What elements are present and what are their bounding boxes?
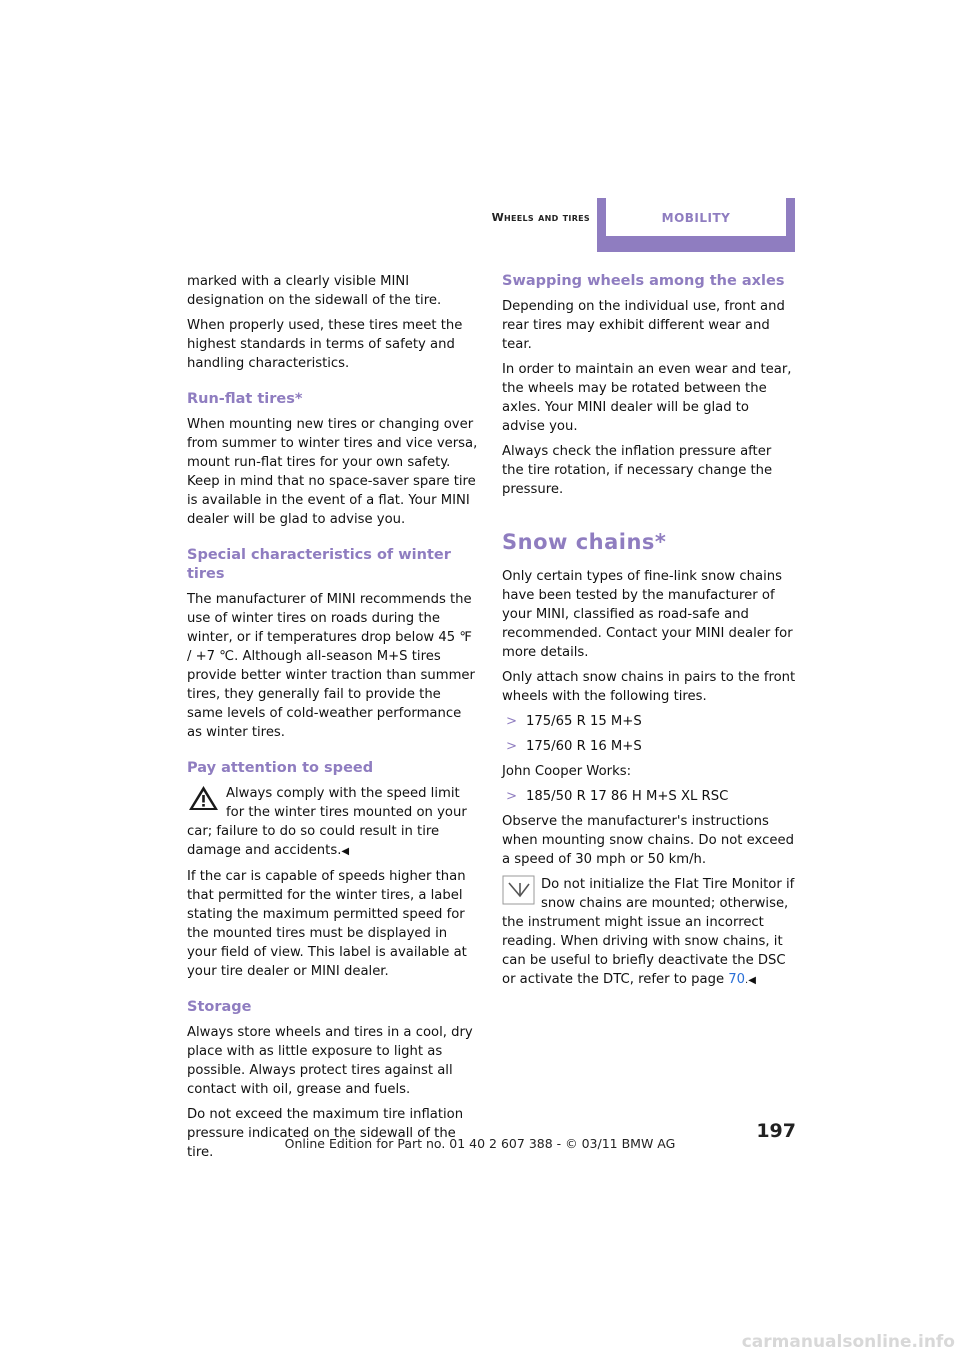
tire-size: 175/65 R 15 M+S (526, 714, 642, 729)
speed-warning (187, 784, 479, 861)
list-item (502, 712, 796, 731)
left-column (187, 272, 479, 1168)
bullet-arrow-icon: > (506, 789, 518, 804)
warning-triangle-icon (187, 784, 220, 812)
flat-tire-note-text: Do not initialize the Flat Tire Monitor if snow chains are mounted; otherwise, the instrument might issue an incorrect reading. When driving with snow chains, it can be useful to briefly deactivate the DSC or activate the DTC, refer to page (502, 877, 795, 987)
jcw-label: John Cooper Works: (502, 764, 632, 779)
page-link[interactable]: 70 (728, 972, 746, 987)
list-item (502, 737, 796, 756)
speed-warning-text: Always comply with the speed limit for the winter tires mounted on your car; failure to do so could result in tire damage and accidents. (187, 786, 467, 858)
watermark: carmanualsonline.info (741, 1332, 955, 1352)
tire-size: 175/60 R 16 M+S (526, 739, 642, 754)
intro-paragraph-2: When properly used, these tires meet the highest standards in terms of safety and handling characteristics. (187, 318, 463, 371)
tire-size: 185/50 R 17 86 H M+S XL RSC (526, 789, 729, 804)
storage-heading: Storage (187, 999, 252, 1015)
swap-heading: Swapping wheels among the axles (502, 273, 785, 289)
bullet-arrow-icon: > (506, 739, 518, 754)
swap-paragraph-3: Always check the inflation pressure after the tire rotation, if necessary change the pressure. (502, 444, 773, 497)
speed-paragraph: If the car is capable of speeds higher than that permitted for the winter tires, a label stating the maximum permitted speed for the mounted tires must be displayed in your field of view. This label is available at your tire dealer or MINI dealer. (187, 869, 467, 979)
winter-tires-paragraph: The manufacturer of MINI recommends the use of winter tires on roads during the winter, or if temperatures drop below 45 ℉ / +7 ℃. Although all-season M+S tires provide better winter traction than summer tires, they generally fail to provide the same levels of cold-weather performance as winter tires. (187, 592, 475, 740)
section-tab (597, 198, 795, 252)
end-mark: ◀ (341, 846, 350, 857)
runflat-paragraph: When mounting new tires or changing over from summer to winter tires and vice versa, mount run-flat tires for your own safety. Keep in mind that no space-saver spare tire is available in the event of a flat. Your MINI dealer will be glad to advise you. (187, 417, 478, 527)
note-arrow-icon (502, 875, 535, 903)
footer-edition: Online Edition for Part no. 01 40 2 607 388 - © 03/11 BMW AG (284, 1136, 676, 1151)
snow-chains-paragraph-1: Only certain types of fine-link snow chains have been tested by the manufacturer of your MINI, classified as road-safe and recommended. Contact your MINI dealer for more details. (502, 569, 793, 660)
bullet-arrow-icon: > (506, 714, 518, 729)
intro-paragraph-1: marked with a clearly visible MINI designation on the sidewall of the tire. (187, 274, 442, 308)
flat-tire-note (502, 875, 796, 990)
end-mark: .◀ (745, 975, 756, 986)
swap-paragraph-1: Depending on the individual use, front and rear tires may exhibit different wear and tear. (502, 299, 785, 352)
page-number: 197 (756, 1120, 796, 1142)
storage-paragraph-1: Always store wheels and tires in a cool, dry place with as little exposure to light as possible. Always protect tires against all contact with oil, grease and fuels. (187, 1025, 473, 1097)
snow-chains-paragraph-3: Observe the manufacturer's instructions when mounting snow chains. Do not exceed a speed of 30 mph or 50 km/h. (502, 814, 794, 867)
speed-heading: Pay attention to speed (187, 760, 374, 776)
winter-tires-heading: Special characteristics of winter tires (187, 547, 451, 582)
running-header-section: Wheels and tires (491, 211, 590, 224)
storage-paragraph-2: Do not exceed the maximum tire inflation pressure indicated on the sidewall of the tire. (187, 1107, 464, 1160)
list-item (502, 787, 796, 806)
swap-paragraph-2: In order to maintain an even wear and tear, the wheels may be rotated between the axles. Your MINI dealer will be glad to advise you. (502, 362, 792, 434)
runflat-heading: Run-flat tires* (187, 391, 303, 407)
snow-chains-paragraph-2: Only attach snow chains in pairs to the front wheels with the following tires. (502, 670, 796, 704)
section-tab-label: MOBILITY (606, 198, 786, 236)
snow-chains-heading: Snow chains* (502, 530, 667, 554)
right-column (502, 272, 796, 996)
